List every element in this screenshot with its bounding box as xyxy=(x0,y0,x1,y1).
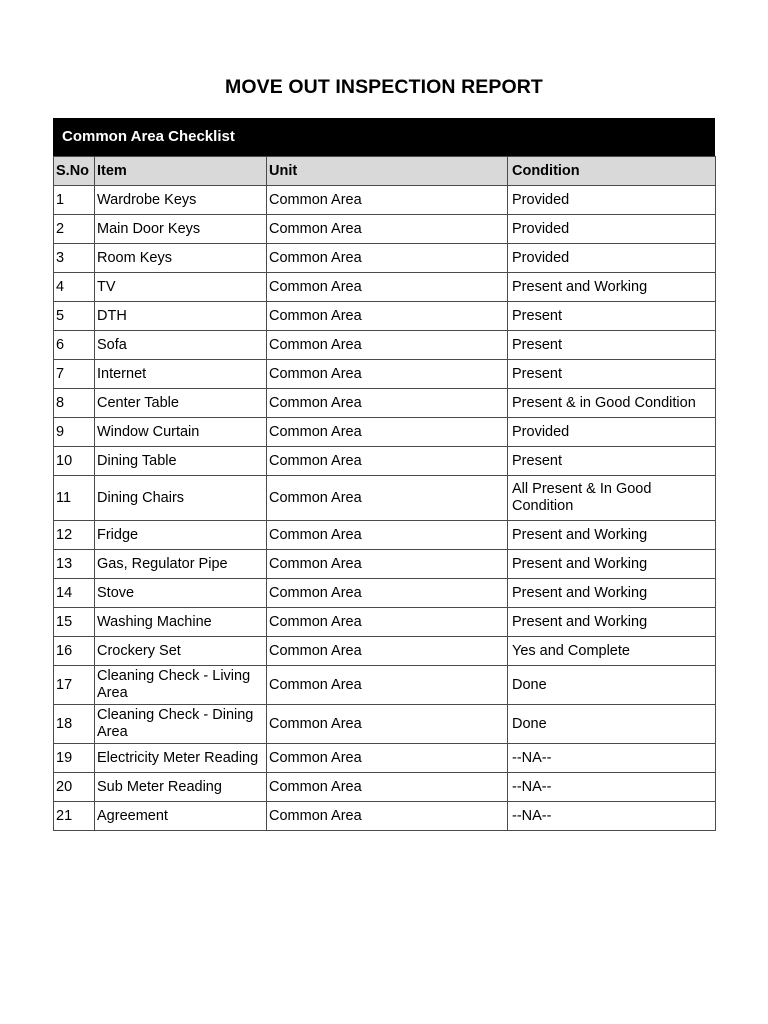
table-row xyxy=(54,550,716,579)
row-sno: 12 xyxy=(54,521,95,550)
row-item: Window Curtain xyxy=(95,418,267,447)
table-row xyxy=(54,215,716,244)
row-sno: 8 xyxy=(54,389,95,418)
checklist-table xyxy=(53,156,716,831)
row-unit: Common Area xyxy=(267,773,508,802)
table-row xyxy=(54,302,716,331)
row-condition: Done xyxy=(508,705,716,744)
row-sno: 3 xyxy=(54,244,95,273)
row-unit: Common Area xyxy=(267,360,508,389)
row-item: Center Table xyxy=(95,389,267,418)
row-sno: 9 xyxy=(54,418,95,447)
row-sno: 17 xyxy=(54,666,95,705)
header-item: Item xyxy=(95,157,267,186)
row-sno: 1 xyxy=(54,186,95,215)
table-row xyxy=(54,773,716,802)
row-condition: All Present & In Good Condition xyxy=(508,476,716,521)
row-unit: Common Area xyxy=(267,331,508,360)
row-unit: Common Area xyxy=(267,550,508,579)
row-item: Internet xyxy=(95,360,267,389)
row-condition: --NA-- xyxy=(508,773,716,802)
table-row xyxy=(54,705,716,744)
row-sno: 14 xyxy=(54,579,95,608)
row-item: Main Door Keys xyxy=(95,215,267,244)
row-condition: Present xyxy=(508,447,716,476)
row-sno: 19 xyxy=(54,744,95,773)
table-row xyxy=(54,802,716,831)
row-item: Crockery Set xyxy=(95,637,267,666)
row-unit: Common Area xyxy=(267,579,508,608)
table-row xyxy=(54,244,716,273)
table-row xyxy=(54,579,716,608)
row-condition: Present and Working xyxy=(508,579,716,608)
row-condition: Provided xyxy=(508,244,716,273)
row-item: DTH xyxy=(95,302,267,331)
row-sno: 15 xyxy=(54,608,95,637)
row-item: Wardrobe Keys xyxy=(95,186,267,215)
row-item: Washing Machine xyxy=(95,608,267,637)
row-condition: Present xyxy=(508,302,716,331)
header-sno: S.No xyxy=(54,157,95,186)
row-sno: 4 xyxy=(54,273,95,302)
row-unit: Common Area xyxy=(267,637,508,666)
table-row xyxy=(54,666,716,705)
table-row xyxy=(54,273,716,302)
table-row xyxy=(54,476,716,521)
row-unit: Common Area xyxy=(267,521,508,550)
table-row xyxy=(54,608,716,637)
table-row xyxy=(54,331,716,360)
row-condition: Present & in Good Condition xyxy=(508,389,716,418)
row-unit: Common Area xyxy=(267,244,508,273)
row-unit: Common Area xyxy=(267,302,508,331)
table-row xyxy=(54,447,716,476)
row-item: Fridge xyxy=(95,521,267,550)
header-condition: Condition xyxy=(508,157,716,186)
table-row xyxy=(54,637,716,666)
row-sno: 16 xyxy=(54,637,95,666)
row-sno: 7 xyxy=(54,360,95,389)
row-condition: Present and Working xyxy=(508,608,716,637)
row-item: Room Keys xyxy=(95,244,267,273)
row-item: Cleaning Check - Living Area xyxy=(95,666,267,705)
row-condition: Present and Working xyxy=(508,550,716,579)
row-item: Stove xyxy=(95,579,267,608)
row-condition: --NA-- xyxy=(508,744,716,773)
report-title: MOVE OUT INSPECTION REPORT xyxy=(225,76,543,98)
row-unit: Common Area xyxy=(267,389,508,418)
row-unit: Common Area xyxy=(267,666,508,705)
row-sno: 5 xyxy=(54,302,95,331)
row-condition: Provided xyxy=(508,418,716,447)
row-item: Dining Chairs xyxy=(95,476,267,521)
table-row xyxy=(54,186,716,215)
row-sno: 10 xyxy=(54,447,95,476)
row-unit: Common Area xyxy=(267,215,508,244)
row-item: Cleaning Check - Dining Area xyxy=(95,705,267,744)
row-condition: Provided xyxy=(508,186,716,215)
row-unit: Common Area xyxy=(267,273,508,302)
row-sno: 20 xyxy=(54,773,95,802)
table-row xyxy=(54,418,716,447)
row-item: Dining Table xyxy=(95,447,267,476)
row-unit: Common Area xyxy=(267,476,508,521)
table-header-row xyxy=(54,157,716,186)
row-item: Sofa xyxy=(95,331,267,360)
row-item: Agreement xyxy=(95,802,267,831)
row-sno: 21 xyxy=(54,802,95,831)
row-unit: Common Area xyxy=(267,418,508,447)
header-unit: Unit xyxy=(267,157,508,186)
table-row xyxy=(54,389,716,418)
row-sno: 13 xyxy=(54,550,95,579)
table-row xyxy=(54,521,716,550)
row-unit: Common Area xyxy=(267,705,508,744)
row-unit: Common Area xyxy=(267,186,508,215)
section-banner: Common Area Checklist xyxy=(53,118,715,156)
row-item: Electricity Meter Reading xyxy=(95,744,267,773)
row-unit: Common Area xyxy=(267,744,508,773)
row-unit: Common Area xyxy=(267,802,508,831)
row-condition: Done xyxy=(508,666,716,705)
row-item: TV xyxy=(95,273,267,302)
row-sno: 6 xyxy=(54,331,95,360)
row-condition: Present xyxy=(508,360,716,389)
row-condition: Provided xyxy=(508,215,716,244)
row-item: Sub Meter Reading xyxy=(95,773,267,802)
row-condition: Present and Working xyxy=(508,521,716,550)
row-condition: Yes and Complete xyxy=(508,637,716,666)
row-item: Gas, Regulator Pipe xyxy=(95,550,267,579)
row-condition: Present xyxy=(508,331,716,360)
row-sno: 18 xyxy=(54,705,95,744)
table-row xyxy=(54,360,716,389)
table-row xyxy=(54,744,716,773)
row-sno: 11 xyxy=(54,476,95,521)
row-sno: 2 xyxy=(54,215,95,244)
row-unit: Common Area xyxy=(267,447,508,476)
row-condition: Present and Working xyxy=(508,273,716,302)
row-condition: --NA-- xyxy=(508,802,716,831)
row-unit: Common Area xyxy=(267,608,508,637)
